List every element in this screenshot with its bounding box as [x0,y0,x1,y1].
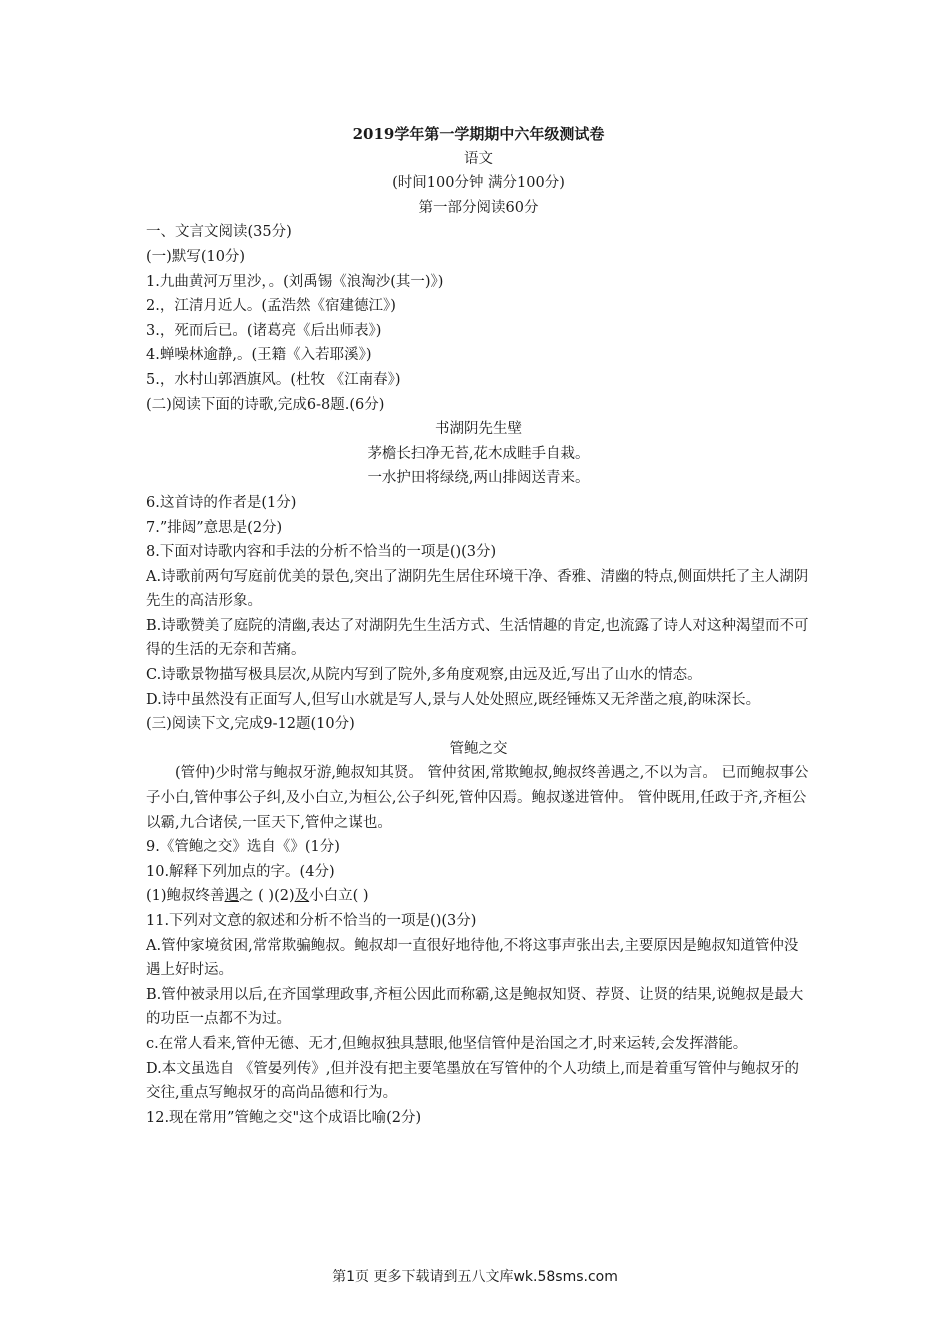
q10-part2-suffix: 小白立( ) [309,888,369,905]
q8-option-c: C.诗歌景物描写极具层次,从院内写到了院外,多角度观察,由远及近,写出了山水的情态。 [146,667,702,684]
q8-option-a: A.诗歌前两句写庭前优美的景色,突出了湖阴先生居住环境干净、香雅、清幽的特点,侧面烘托了主人湖阴先生的高洁形象。 [146,568,809,610]
page-footer: 第1页 更多下载请到五八文库wk.58sms.com [332,1269,618,1285]
part-one-heading: 第一部分阅读60分 [418,199,539,216]
question-6: 6.这首诗的作者是(1分) [146,494,297,511]
q10-part1-suffix: 之 ( )(2) [239,888,295,905]
recitation-item: 5.，水村山郭酒旗风。(杜牧 《江南春》) [146,371,401,388]
poem-title: 书湖阴先生壁 [435,421,522,438]
exam-page [146,122,811,1130]
exam-time-info: (时间100分钟 满分100分) [392,175,565,192]
sub2-heading: (二)阅读下面的诗歌,完成6-8题.(6分) [146,396,385,413]
recitation-item: 2.，江清月近人。(孟浩然《宿建德江》) [146,298,396,315]
q8-option-d: D.诗中虽然没有正面写人,但写山水就是写人,景与人处处照应,既经锤炼又无斧凿之痕,韵味深长。 [146,691,761,708]
q11-option-c: c.在常人看来,管仲无德、无才,但鲍叔独具慧眼,他坚信管仲是治国之才,时来运转,会发挥潜能。 [146,1035,748,1052]
passage-text: (管仲)少时常与鲍叔牙游,鲍叔知其贤。 管仲贫困,常欺鲍叔,鲍叔终善遇之,不以为言。 已而鲍叔事公子小白,管仲事公子纠,及小白立,为桓公,公子纠死,管仲囚焉。鲍叔遂进管仲。 管仲既用,任政于齐,齐桓公以霸,九合诸侯,一匡天下,管仲之谋也。 [146,765,809,831]
question-8: 8.下面对诗歌内容和手法的分析不恰当的一项是()(3分) [146,544,497,561]
q10-dotted-char: 遇 [224,888,240,905]
question-11: 11.下列对文意的叙述和分析不恰当的一项是()(3分) [146,913,477,929]
recitation-item: 4.蝉噪林逾静,。(王籍《入若耶溪》) [146,347,372,364]
question-7: 7.”排闼”意思是(2分) [146,519,283,536]
question-9: 9.《管鲍之交》选自《》(1分) [146,839,340,856]
poem-line: 一水护田将绿绕,两山排闼送青来。 [367,470,590,487]
q8-option-b: B.诗歌赞美了庭院的清幽,表达了对湖阴先生生活方式、生活情趣的肯定,也流露了诗人对这种渴望而不可得的生活的无奈和苦痛。 [146,617,809,659]
poem-line: 茅檐长扫净无苔,花木成畦手自栽。 [367,445,590,462]
question-10-items [146,884,811,909]
q11-option-a: A.管仲家境贫困,常常欺骗鲍叔。鲍叔却一直很好地待他,不将这事声张出去,主要原因是鲍叔知道管仲没遇上好时运。 [146,937,799,979]
exam-title: 2019学年第一学期期中六年级测试卷 [352,125,605,143]
q11-option-b: B.管仲被录用以后,在齐国掌理政事,齐桓公因此而称霸,这是鲍叔知贤、荐贤、让贤的结果,说鲍叔是最大的功臣一点都不为过。 [146,986,804,1028]
q10-dotted-char: 及 [294,888,310,905]
sub1-heading: (一)默写(10分) [146,248,246,265]
q11-option-d: D.本文虽选自 《管晏列传》,但并没有把主要笔墨放在写管仲的个人功绩上,而是着重写管仲与鲍叔牙的交往,重点写鲍叔牙的高尚品德和行为。 [146,1060,800,1102]
exam-subject: 语文 [464,150,493,167]
recitation-item: 3.，死而后已。(诸葛亮《后出师表》) [146,322,382,339]
passage-title: 管鲍之交 [449,740,508,757]
question-12: 12.现在常用”管鲍之交"这个成语比喻(2分) [146,1109,422,1126]
question-10: 10.解释下列加点的字。(4分) [146,863,335,880]
q10-part1-prefix: (1)鲍叔终善 [146,888,225,905]
sub3-heading: (三)阅读下文,完成9-12题(10分) [146,716,355,733]
section1-heading: 一、文言文阅读(35分) [146,224,292,241]
recitation-item: 1.九曲黄河万里沙，。(刘禹锡《浪淘沙(其一)》) [146,273,444,290]
